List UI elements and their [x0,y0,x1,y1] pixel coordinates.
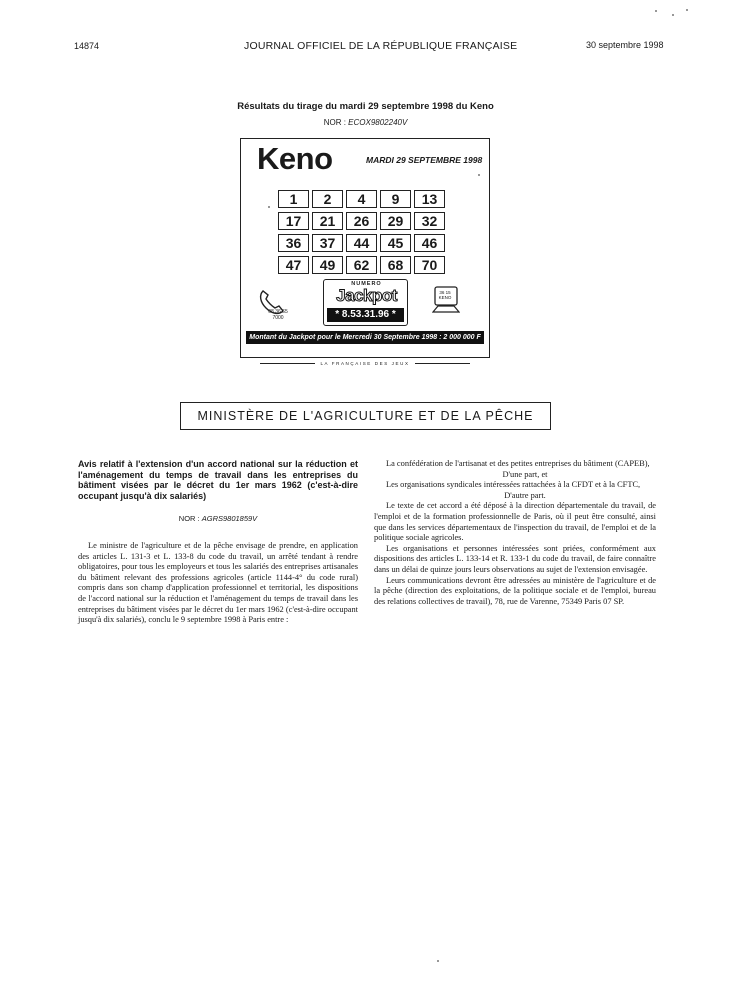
keno-number-cell: 26 [346,212,377,230]
keno-number-cell: 32 [414,212,445,230]
jackpot-number-label: NUMERO [351,281,382,287]
keno-number-cell: 45 [380,234,411,252]
page-date: 30 septembre 1998 [586,40,664,50]
right-column-paragraph: Leurs communications devront être adressées au ministère de l'agriculture et de la pêche (direction des exploitations, de la politique sociale et de l'emploi, bureau des relations collectives de travail), 78, rue de Varenne, 75349 Paris 07 SP. [374,575,656,606]
minitel-text [434,290,456,300]
jackpot-logo: Jackpot [336,286,397,305]
notice-title: Avis relatif à l'extension d'un accord national sur la réduction et l'aménagement du temps de travail dans les entreprises du bâtiment visées par le décret du 1er mars 1962 (c'est-à-dire occupant jusqu'à dix salariés) [78,459,358,501]
keno-number-cell: 70 [414,256,445,274]
right-column [374,459,656,607]
scan-speck [655,10,657,12]
nor-label: NOR : [178,514,200,523]
keno-number-cell: 49 [312,256,343,274]
keno-number-cell: 46 [414,234,445,252]
right-column-paragraph: D'autre part. [504,490,546,500]
right-column-paragraph: Les organisations syndicales intéressées rattachées à la CFDT et à la CFTC, [386,480,641,490]
keno-number-cell: 2 [312,190,343,208]
scan-speck [437,960,439,962]
keno-number-cell: 9 [380,190,411,208]
jackpot-code: * 8.53.31.96 * [327,308,404,322]
journal-title: JOURNAL OFFICIEL DE LA RÉPUBLIQUE FRANÇAISE [244,40,518,52]
fdj-caption: LA FRANÇAISE DES JEUX [230,361,500,366]
number-grid [278,190,453,274]
scan-speck [672,14,674,16]
keno-number-cell: 37 [312,234,343,252]
page-number: 14874 [74,41,100,51]
keno-number-cell: 62 [346,256,377,274]
right-column-paragraph: D'une part, et [502,469,548,479]
jackpot-block [323,279,408,326]
keno-nor [0,118,731,127]
right-column-paragraph: La confédération de l'artisanat et des petites entreprises du bâtiment (CAPEB), [386,459,650,468]
keno-number-cell: 1 [278,190,309,208]
minitel-line-1: 36 15 [439,290,451,295]
keno-number-cell: 21 [312,212,343,230]
scan-speck [478,174,480,176]
phone-line-1: 08 36 65 [268,309,288,315]
notice-nor [78,514,358,523]
keno-ticket [240,138,490,358]
jackpot-amount-banner: Montant du Jackpot pour le Mercredi 30 Septembre 1998 : 2 000 000 F [246,331,484,344]
scan-speck [686,9,688,11]
keno-number-cell: 13 [414,190,445,208]
keno-number-cell: 47 [278,256,309,274]
phone-line-2: 7000 [272,315,284,321]
nor-code: AGRS9801859V [201,514,258,523]
right-column-paragraph: Les organisations et personnes intéressées sont priées, conformément aux dispositions des articles L. 133-14 et R. 133-1 du code du travail, de faire connaître dans un délai de quinze jours leurs observations au sujet de l'extension envisagée. [374,543,656,574]
ministry-heading: MINISTÈRE DE L'AGRICULTURE ET DE LA PÊCHE [180,402,551,430]
keno-number-cell: 4 [346,190,377,208]
keno-number-cell: 68 [380,256,411,274]
minitel-line-2: KENO [438,295,452,300]
nor-label: NOR : [323,118,346,127]
nor-code: ECOX9802240V [348,118,408,127]
keno-number-cell: 29 [380,212,411,230]
notice-body: Le ministre de l'agriculture et de la pêche envisage de prendre, en application des articles L. 131-3 et L. 133-8 du code du travail, un arrêté tendant à rendre obligatoires, pour tous les employeurs et tous les salariés des entreprises artisanales du bâtiment relevant des professions agricoles (article 1144-4° du code rural) compris dans son champ d'application professionnel et territorial, les dispositions de l'accord national sur la réduction et l'aménagement du temps de travail dans les entreprises du bâtiment visées par le décret du 1er mars 1962 (c'est-à-dire occupant jusqu'à dix salariés), conclu le 9 septembre 1998 à Paris entre : [78,541,358,625]
draw-date: MARDI 29 SEPTEMBRE 1998 [366,155,483,165]
keno-number-cell: 17 [278,212,309,230]
phone-number [263,309,293,321]
scan-speck [268,206,270,208]
keno-heading: Résultats du tirage du mardi 29 septembre 1998 du Keno [237,101,494,112]
keno-logo: Keno [257,141,333,176]
keno-number-cell: 44 [346,234,377,252]
keno-number-cell: 36 [278,234,309,252]
right-column-paragraph: Le texte de cet accord a été déposé à la direction départementale du travail, de l'emploi et de la formation professionnelle de Paris, où il peut être consulté, ainsi que dans les services départementaux de l'inspection du travail, de l'emploi et de la politique sociale agricoles. [374,501,656,543]
